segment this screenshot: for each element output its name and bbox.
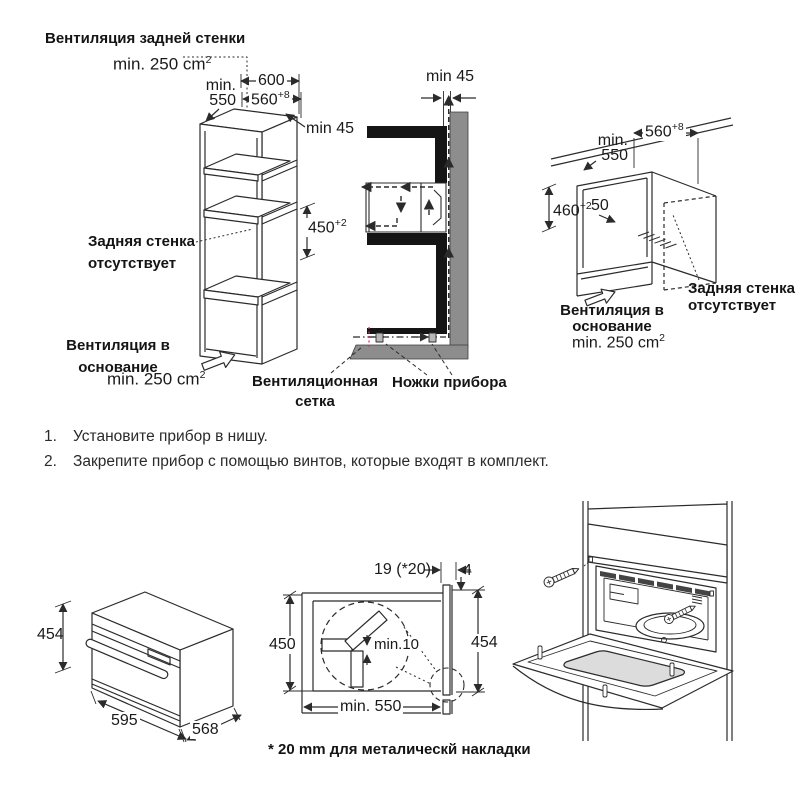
step-text: Закрепите прибор с помощью винтов, которые входят в комплект. bbox=[73, 453, 549, 470]
room-floor bbox=[350, 345, 468, 359]
gap-50-dim: 50 bbox=[591, 197, 609, 214]
footnote: * 20 mm для металическй накладки bbox=[268, 741, 531, 758]
screw-hole bbox=[710, 591, 714, 596]
list-item bbox=[44, 428, 549, 446]
appliance-section bbox=[366, 183, 446, 232]
mounting-screw bbox=[542, 564, 580, 588]
width-560-dim-right: $560^{+8}$ bbox=[645, 121, 684, 141]
niche-height-dim: 450 bbox=[269, 636, 296, 653]
oven-width-dim: 595 bbox=[111, 712, 138, 729]
min10-dim: min.10 bbox=[374, 636, 420, 653]
list-item bbox=[44, 453, 549, 471]
step-number: 1. bbox=[44, 428, 57, 445]
back-wall-label-left: Задняя стенка отсутствует bbox=[88, 233, 195, 272]
base-vent-label-right: Вентиляция в основание bbox=[560, 302, 664, 335]
appliance-foot bbox=[429, 333, 436, 342]
min-depth-dim: min. 550 bbox=[340, 698, 402, 715]
height-460-dim: $460^{+2}$ bbox=[553, 200, 592, 220]
instruction-list bbox=[44, 428, 549, 478]
oven-height-dim: 454 bbox=[37, 626, 64, 643]
back-wall-label-right: Задняя стенка отсутствует bbox=[688, 280, 795, 314]
base-vent-area-dim-left: min. 250 $cm^2$ bbox=[107, 369, 206, 389]
base-vent-label-left: Вентиляция в основание bbox=[66, 337, 170, 376]
appliance-feet-label: Ножки прибора bbox=[392, 374, 507, 391]
min45-dim-middle: min 45 bbox=[426, 68, 475, 85]
gap-4-dim: 4 bbox=[463, 562, 472, 579]
screw-hole bbox=[589, 557, 593, 562]
min45-dim-left: min 45 bbox=[306, 120, 355, 137]
front-height-dim: 454 bbox=[471, 634, 498, 651]
step-number: 2. bbox=[44, 453, 57, 470]
section-title: Вентиляция задней стенки bbox=[45, 30, 246, 47]
depth-dim-right: min. 550 bbox=[597, 132, 628, 164]
missing-back-wall-dashed bbox=[664, 196, 716, 290]
frame-19-dim: 19 (*20) bbox=[374, 561, 431, 578]
width-560-dim: $560^{+8}$ bbox=[251, 89, 290, 109]
room-wall bbox=[450, 112, 468, 348]
step-text: Установите прибор в нишу. bbox=[73, 428, 268, 445]
width-600-dim: 600 bbox=[258, 72, 285, 89]
installed-oven-drawing bbox=[513, 501, 733, 741]
oven-dimensions-drawing bbox=[55, 592, 241, 742]
base-vent-area-dim-right: min. 250 $cm^2$ bbox=[572, 332, 665, 352]
oven-depth-dim: 568 bbox=[192, 721, 219, 738]
appliance-foot bbox=[376, 333, 383, 342]
rear-vent-area-dim: min. 250 $cm^2$ bbox=[113, 54, 212, 74]
vent-grille-label: Вентиляционная сетка bbox=[252, 373, 378, 410]
niche-height-450-dim: $450^{+2}$ bbox=[308, 217, 347, 237]
depth-dim-left: min. 550 bbox=[205, 77, 236, 109]
